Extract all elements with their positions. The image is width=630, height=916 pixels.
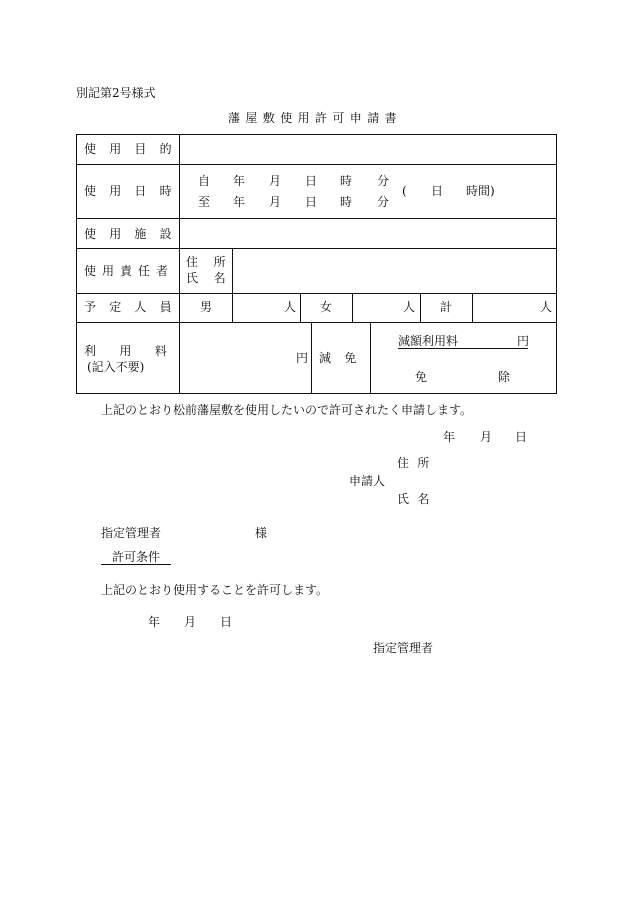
form-title: 藩屋敷使用許可申請書 [228,111,403,125]
purpose-label: 使用目的 [84,142,185,156]
facility-label: 使用施設 [84,227,185,241]
addressee-label: 指定管理者 [101,526,162,540]
exempt-left: 免 [415,370,428,384]
total-unit: 人 [540,300,553,314]
fee-yen: 円 [296,351,309,365]
applicant-address: 住所 [397,456,438,470]
male-unit: 人 [284,300,297,314]
exempt-right: 除 [498,370,511,384]
reduced-fee-label: 減額利用料 円 [398,334,530,348]
female-label: 女 [320,300,333,314]
addressee-honorific: 様 [255,526,268,540]
people-label: 予定人員 [84,300,185,314]
form-number: 別記第2号様式 [76,86,156,100]
conditions-label: 許可条件 [101,551,171,565]
fee-label: 利用料 [84,344,191,358]
total-label: 計 [440,300,453,314]
fee-note: (記入不要) [87,360,145,374]
applicant-label: 申請人 [349,474,386,488]
responsible-label: 使用責任者 [84,264,175,278]
application-text: 上記のとおり松前藩屋敷を使用したいので許可されたく申請します。 [101,403,473,417]
exemption-label: 減免 [319,351,370,365]
address-label: 住所 [186,255,242,269]
approval-text: 上記のとおり使用することを許可します。 [101,583,329,597]
datetime-label: 使用日時 [84,184,185,198]
name-label: 氏名 [186,271,242,285]
applicant-name: 氏名 [397,492,438,506]
female-unit: 人 [403,300,416,314]
manager-label: 指定管理者 [373,641,434,655]
male-label: 男 [200,300,213,314]
